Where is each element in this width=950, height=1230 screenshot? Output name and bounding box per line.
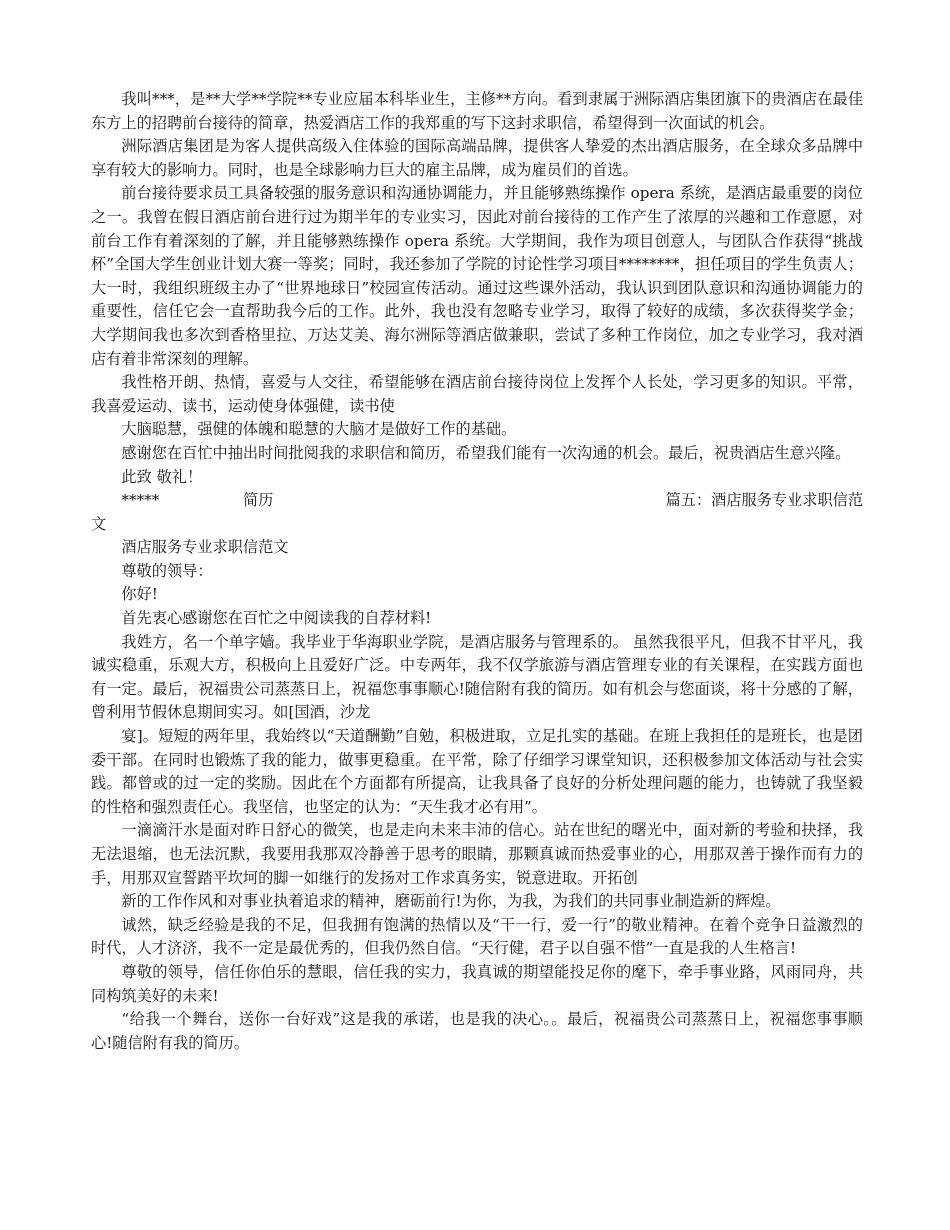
section-title-continued: 文 — [91, 514, 107, 533]
paragraph-gratitude: 首先衷心感谢您在百忙之中阅读我的自荐材料! — [121, 609, 432, 628]
paragraph-closing: 此致 敬礼！ — [121, 467, 203, 486]
paragraph-thanks: 感谢您在百忙中抽出时间批阅我的求职信和简历，希望我们能有一次沟通的机会。最后，祝贵酒店生意兴隆。 — [121, 443, 851, 462]
paragraph-health: 大脑聪慧，强健的体魄和聪慧的大脑才是做好工作的基础。 — [121, 420, 517, 439]
paragraph-school: 宴]。短短的两年里，我始终以“天道酬勤”自勉，积极进取，立足扎实的基础。在班上我担任的是班长，也是团委干部。在同时也锻炼了我的能力，做事更稳重。在平常，除了仔细学习课堂知识，还积极参加文体活动与社会实践。都曾或的过一定的奖励。因此在个方面都有所提高，让我具备了良好的分析处理问题的能力，也铸就了我坚毅的性格和强烈责任心。我坚信，也坚定的认为：“天生我才必有用”。 — [91, 727, 863, 816]
paragraph-intro: 我叫***，是**大学**学院**专业应届本科毕业生，主修**方向。看到隶属于洲际酒店集团旗下的贵酒店在最佳东方上的招聘前台接待的简章，热爱酒店工作的我郑重的写下这封求职信，希望得到一次面试的机会。 — [91, 90, 863, 132]
paragraph-spirit: 新的工作作风和对事业执着追求的精神，磨砺前行!为你，为我，为我们的共同事业制造新的辉煌。 — [121, 892, 781, 911]
signature-name: ***** — [121, 491, 160, 510]
paragraph-self-intro: 我姓方，名一个单字嫱。我毕业于华海职业学院，是酒店服务与管理系的。 虽然我很平凡，但我不甘平凡，我诚实稳重，乐观大方，积极向上且爱好广泛。中专两年，我不仅学旅游与酒店管理专业的有关课程，在实践方面也有一定。最后，祝福贵公司蒸蒸日上，祝福您事事顺心!随信附有我的简历。如有机会与您面谈，将十分感的了解，曾利用节假休息期间实习。如[国酒，沙龙 — [91, 632, 863, 722]
signature-line — [91, 489, 863, 513]
section-title: 篇五：酒店服务专业求职信范 — [665, 491, 863, 510]
document-body — [91, 88, 863, 1055]
paragraph-promise: “给我一个舞台，送你一台好戏”这是我的承诺，也是我的决心。。最后，祝福贵公司蒸蒸日上，祝福您事事顺心!随信附有我的简历。 — [91, 1010, 863, 1052]
paragraph-confidence: 诚然，缺乏经验是我的不足，但我拥有饱满的热情以及“干一行，爱一行”的敬业精神。在着个竞争日益激烈的时代，人才济济，我不一定是最优秀的，但我仍然自信。“天行健，君子以自强不惜”一直是我的人生格言! — [91, 915, 863, 958]
paragraph-personality: 我性格开朗、热情，喜爱与人交往，希望能够在酒店前台接待岗位上发挥个人长处，学习更多的知识。平常，我喜爱运动、读书，运动使身体强健，读书使 — [91, 373, 863, 415]
paragraph-company: 洲际酒店集团是为客人提供高级入住体验的国际高端品牌，提供客人挚爱的杰出酒店服务，在全球众多品牌中享有较大的影响力。同时，也是全球影响力巨大的雇主品牌，成为雇员们的首选。 — [91, 137, 863, 179]
paragraph-effort: 一滴滴汗水是面对昨日舒心的微笑，也是走向未来丰沛的信心。站在世纪的曙光中，面对新的考验和抉择，我无法退缩，也无法沉默，我要用我那双冷静善于思考的眼睛，那颗真诚而热爱事业的心，用那双善于操作而有力的手，用那双宣誓踏平坎坷的脚一如继行的发扬对工作求真务实，锐意进取。开拓创 — [91, 821, 863, 887]
signature-resume: 简历 — [243, 491, 274, 510]
greeting: 你好! — [121, 585, 158, 604]
paragraph-hope: 尊敬的领导，信任你伯乐的慧眼，信任我的实力，我真诚的期望能投足你的麾下，牵手事业路，风雨同舟，共同构筑美好的未来! — [91, 962, 863, 1005]
paragraph-experience: 前台接待要求员工具备较强的服务意识和沟通协调能力，并且能够熟练操作 opera 系统，是酒店最重要的岗位之一。我曾在假日酒店前台进行过为期半年的专业实习，因此对前台接待的工作产生了浓厚的兴趣和工作意愿，对前台工作有着深刻的了解，并且能够熟练操作 opera 系统。大学期间，我作为项目创意人，与团队合作获得“挑战杯”全国大学生创业计划大赛一等奖；同时，我还参加了学院的讨论性学习项目********，担任项目的学生负责人；大一时，我组织班级主办了“世界地球日”校园宣传活动。通过这些课外活动，我认识到团队意识和沟通协调能力的重要性，信任它会一直帮助我今后的工作。此外，我也没有忽略专业学习，取得了较好的成绩，多次获得奖学金；大学期间我也多次到香格里拉、万达艾美、海尔洲际等酒店做兼职，尝试了多种工作岗位，加之专业学习，我对酒店有着非常深刻的理解。 — [91, 184, 863, 368]
salutation: 尊敬的领导： — [121, 561, 213, 580]
letter-title: 酒店服务专业求职信范文 — [121, 538, 289, 557]
